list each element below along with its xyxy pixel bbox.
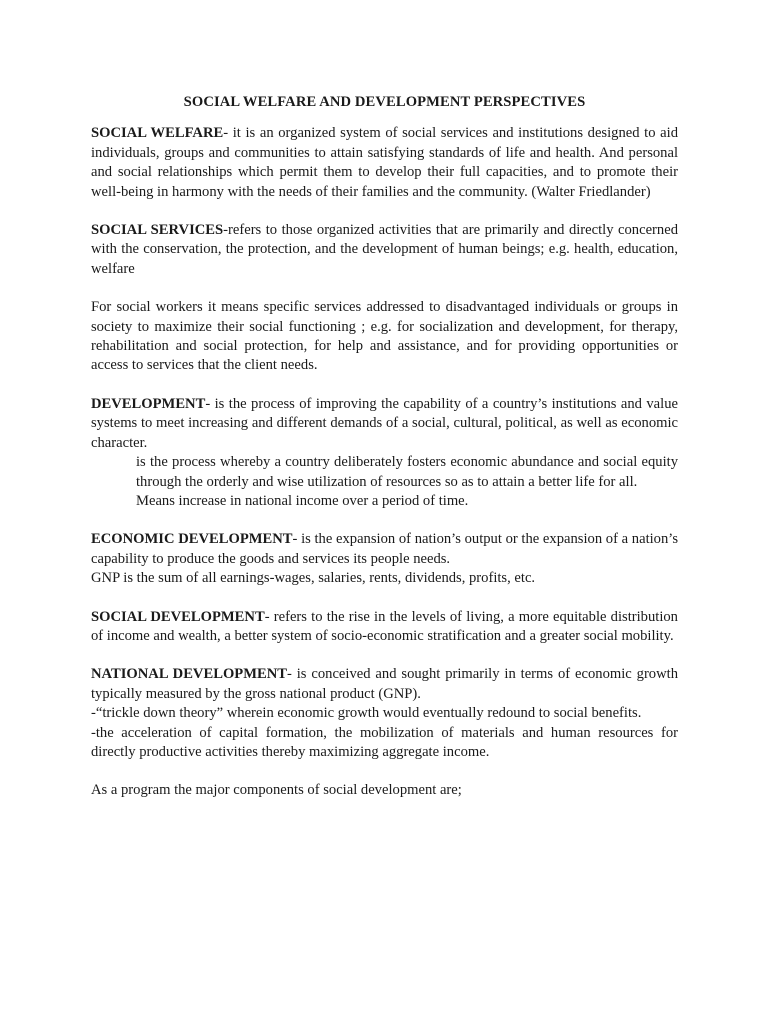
development-term: DEVELOPMENT — [91, 395, 206, 412]
economic-development-term: ECONOMIC DEVELOPMENT — [91, 531, 293, 548]
development-definition: - is the process of improving the capability of a country’s institutions and value systems to meet increasing and different demands of a social, cultural, political, as well as economic character. — [91, 395, 678, 451]
development-sub-definition-1: is the process whereby a country deliberately fosters economic abundance and social equity through the orderly and wise utilization of resources so as to attain a better life for all. — [136, 454, 678, 490]
national-development-term: NATIONAL DEVELOPMENT — [91, 666, 287, 683]
national-development-paragraph — [91, 665, 678, 704]
economic-development-paragraph — [91, 530, 678, 569]
document-title: SOCIAL WELFARE AND DEVELOPMENT PERSPECTIVES — [183, 94, 586, 110]
economic-development-definition: - is the expansion of nation’s output or the expansion of a nation’s capability to produce the goods and services its people needs. — [91, 531, 679, 567]
social-development-paragraph — [91, 608, 678, 647]
development-sub-definition-2: Means increase in national income over a period of time. — [136, 492, 469, 509]
social-welfare-definition: - it is an organized system of social services and institutions designed to aid individuals, groups and communities to attain satisfying standards of life and health. And personal and social relationships which permit them to develop their full capacities, and to promote their well-being in harmony with the needs of their families and the community. (Walter Friedlander) — [91, 125, 678, 200]
trickle-down-point: -“trickle down theory” wherein economic growth would eventually redound to social benefits. — [91, 705, 642, 722]
social-services-paragraph — [91, 221, 678, 279]
gnp-definition: GNP is the sum of all earnings-wages, salaries, rents, dividends, profits, etc. — [91, 570, 536, 587]
social-development-term: SOCIAL DEVELOPMENT — [91, 608, 265, 625]
development-paragraph — [91, 395, 678, 453]
social-workers-paragraph: For social workers it means specific services addressed to disadvantaged individuals or groups in society to maximize their social functioning ; e.g. for socialization and development, for therapy, rehabilitation and social protection, for help and assistance, and for providing opportunities or access to services that the client needs. — [91, 299, 678, 374]
economic-development-section — [91, 530, 678, 588]
document-page — [91, 93, 678, 801]
social-welfare-term: SOCIAL WELFARE — [91, 125, 224, 142]
social-welfare-paragraph — [91, 124, 678, 202]
closing-line: As a program the major components of social development are; — [91, 782, 462, 799]
social-services-term: SOCIAL SERVICES — [91, 222, 224, 239]
national-development-section — [91, 665, 678, 762]
capital-formation-point: -the acceleration of capital formation, the mobilization of materials and human resources for directly productive activities thereby maximizing aggregate income. — [91, 724, 678, 760]
social-development-definition: - refers to the rise in the levels of living, a more equitable distribution of income and wealth, a better system of socio-economic stratification and a greater social mobility. — [91, 608, 678, 644]
national-development-definition: - is conceived and sought primarily in terms of economic growth typically measured by the gross national product (GNP). — [91, 666, 678, 702]
development-section — [91, 395, 678, 511]
social-services-definition: -refers to those organized activities that are primarily and directly concerned with the conservation, the protection, and the development of human beings; e.g. health, education, welfare — [91, 222, 678, 277]
